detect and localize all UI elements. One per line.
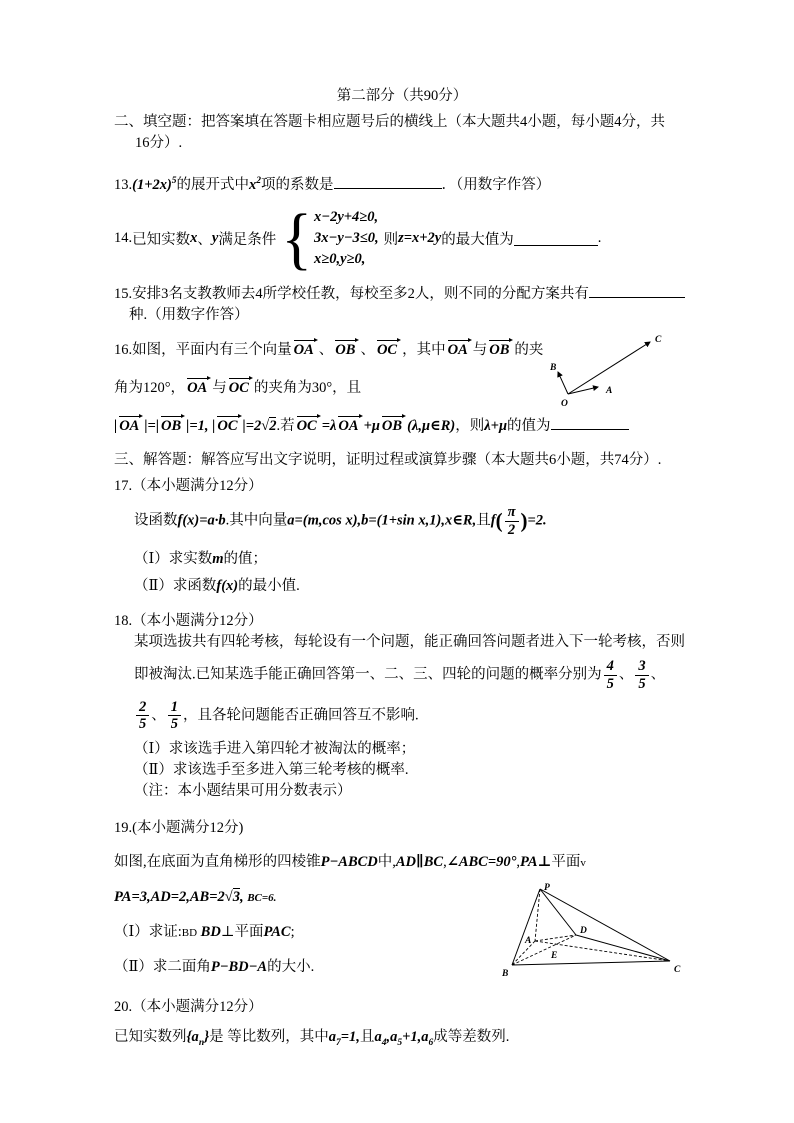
q20-sub-5: 5 bbox=[397, 1037, 403, 1048]
fill-in-section-header bbox=[114, 112, 690, 154]
q16-text-7: 的夹角为30°，且 bbox=[253, 379, 362, 396]
fraction-numerator: 4 bbox=[604, 658, 617, 676]
q19-pac: PAC bbox=[263, 923, 291, 940]
vector-ob: OB bbox=[160, 414, 185, 434]
label-d: D bbox=[580, 925, 587, 936]
q18-sep3: 、 bbox=[151, 707, 166, 724]
label-c: C bbox=[655, 334, 662, 345]
fill-header-line1: 二、填空题：把答案填在答题卡相应题号后的横线上（本大题共4小题，每小题4分，共 bbox=[114, 114, 665, 130]
q18-number: 18.（本小题满分12分） bbox=[114, 613, 263, 630]
q19-number: 19.(本小题满分12分) bbox=[114, 819, 244, 836]
q17-var-m: m bbox=[212, 551, 224, 568]
question-18 bbox=[114, 611, 690, 802]
left-brace: { bbox=[281, 199, 313, 277]
question-13 bbox=[114, 171, 690, 196]
edge-ab bbox=[512, 941, 535, 965]
q20-seq-open: {a bbox=[186, 1028, 199, 1045]
q17-part1 bbox=[114, 549, 690, 570]
q20-seq-close: } bbox=[204, 1028, 210, 1045]
q16-text-6: 与 bbox=[212, 379, 227, 396]
q19-part2-tail: 的大小. bbox=[267, 958, 315, 975]
q20-text-3: 且 bbox=[359, 1028, 375, 1045]
q17-text-3: 且 bbox=[476, 512, 491, 529]
fraction-denominator: 5 bbox=[170, 716, 178, 733]
q14-var-y: y bbox=[211, 230, 219, 247]
q19-pyramid-name: P−ABCD bbox=[320, 853, 378, 870]
vector-oc: OC bbox=[296, 414, 321, 434]
sqrt-3 bbox=[225, 888, 240, 905]
abs-bar: | bbox=[114, 417, 118, 434]
q13-answer-blank bbox=[334, 175, 442, 189]
radical-sign: √ bbox=[224, 888, 233, 905]
vector-diagram bbox=[550, 332, 672, 408]
fraction-numerator: 3 bbox=[635, 658, 648, 676]
q14-var-x: x bbox=[190, 230, 198, 247]
q19-part1-text: （Ⅰ）求证: bbox=[114, 923, 182, 940]
q13-text-2: 项的系数是 bbox=[261, 176, 334, 193]
q16-text-10: 的值为 bbox=[507, 417, 551, 434]
radical-sign: √ bbox=[261, 417, 270, 434]
fraction-denominator: 5 bbox=[139, 716, 147, 733]
q18-line2 bbox=[114, 657, 690, 693]
q16-line1 bbox=[114, 338, 554, 361]
edge-pc bbox=[540, 889, 670, 961]
q17-statement bbox=[114, 503, 690, 539]
q20-text-4: 成等差数列. bbox=[433, 1028, 510, 1045]
q19-semicolon: ; bbox=[290, 923, 295, 940]
q16-eq2: |=1, bbox=[186, 417, 209, 434]
q19-bc-length: BC=6. bbox=[247, 891, 277, 904]
q13-number: 13. bbox=[114, 176, 133, 193]
q19-perp: PA⊥ bbox=[520, 853, 552, 870]
prob-4-5 bbox=[604, 658, 617, 692]
q14-text-4: 的最大值为 bbox=[441, 232, 514, 249]
q16-eq3: |=2 bbox=[242, 417, 262, 434]
q13-term-exponent: 2 bbox=[256, 176, 262, 186]
q20-eq-1: =1, bbox=[340, 1028, 360, 1045]
q14-text-3: 则 bbox=[383, 232, 399, 249]
q17-vectors: a=(m,cos x),b=(1+sin x,1),x∈R, bbox=[287, 512, 477, 529]
q14-number: 14. bbox=[114, 230, 133, 247]
q17-equals-2: =2. bbox=[527, 512, 547, 529]
vector-oc: OC bbox=[228, 376, 253, 396]
abs-bar: | bbox=[212, 417, 216, 434]
vector-oc: OC bbox=[216, 414, 241, 434]
q15-number: 15. bbox=[114, 285, 133, 302]
q20-sub-6: 6 bbox=[428, 1037, 434, 1048]
q16-text-8: 若 bbox=[280, 417, 295, 434]
q20-a6: +1,a bbox=[402, 1028, 429, 1045]
vector-oa-arrow bbox=[568, 387, 598, 394]
q14-separator: 、 bbox=[197, 232, 212, 249]
q19-text-2: 中, bbox=[377, 853, 396, 870]
q17-fx: f(x) bbox=[216, 578, 239, 595]
question-17 bbox=[114, 476, 690, 597]
prob-2-5 bbox=[136, 699, 149, 733]
q18-part2: （Ⅱ）求该选手至多进入第三轮考核的概率. bbox=[134, 761, 409, 778]
q19-stray-v: v bbox=[580, 856, 586, 869]
q18-part1: （Ⅰ）求该选手进入第四轮才被淘汰的概率； bbox=[134, 740, 416, 757]
q16-number: 16. bbox=[114, 341, 133, 358]
q17-part1-text: （Ⅰ）求实数 bbox=[134, 551, 213, 568]
edge-pd bbox=[540, 889, 576, 935]
q13-term: x bbox=[249, 176, 257, 193]
q14-inequality-3: x≥0,y≥0, bbox=[314, 251, 366, 268]
q19-line1 bbox=[114, 852, 690, 874]
q16-mu: +μ bbox=[363, 417, 380, 434]
label-b: B bbox=[550, 362, 557, 373]
vector-ob: OB bbox=[488, 338, 513, 358]
q16-domain: (λ,μ∈R) bbox=[407, 417, 456, 434]
q14-text-2: 满足条件 bbox=[218, 232, 277, 249]
q16-text-3: 与 bbox=[472, 341, 488, 358]
radicand: 3 bbox=[232, 888, 240, 905]
vector-oa: OA bbox=[447, 338, 472, 358]
q14-constraint-system bbox=[281, 199, 379, 277]
open-paren: ( bbox=[495, 508, 503, 533]
vector-oa: OA bbox=[118, 414, 143, 434]
q18-note: （注：本小题结果可用分数表示） bbox=[134, 782, 352, 799]
q17-part2 bbox=[114, 576, 690, 597]
q16-sep1: 、 bbox=[318, 341, 334, 358]
q16-line3 bbox=[114, 414, 690, 437]
q15-line2: 种.（用数字作答） bbox=[129, 306, 249, 323]
close-paren: ) bbox=[520, 508, 528, 533]
q17-part2-text: （Ⅱ）求函数 bbox=[134, 578, 217, 595]
q16-eq1: |=| bbox=[144, 417, 160, 434]
q20-a7: a bbox=[328, 1028, 337, 1045]
q20-number: 20.（本小题满分12分） bbox=[114, 998, 263, 1015]
q18-line3-text: ，且各轮问题能否正确回答互不影响. bbox=[183, 707, 419, 724]
edge-bc bbox=[512, 961, 670, 965]
q20-a5: ,a bbox=[386, 1028, 398, 1045]
q15-text-1: 安排3名支教教师去4所学校任教，每校至多2人，则不同的分配方案共有 bbox=[132, 285, 589, 302]
fraction-numerator: π bbox=[505, 504, 519, 522]
q13-text-1: 的展开式中 bbox=[176, 176, 250, 193]
q20-sub-7: 7 bbox=[336, 1037, 341, 1048]
vector-ob: OB bbox=[381, 414, 406, 434]
q16-lambda: =λ bbox=[321, 417, 337, 434]
fraction-denominator: 2 bbox=[507, 521, 516, 538]
q19-comma3: , bbox=[239, 888, 244, 905]
q19-parallel: AD∥BC bbox=[395, 853, 444, 870]
label-o: O bbox=[561, 398, 568, 408]
q14-text-5: . bbox=[597, 230, 602, 247]
fraction-numerator: 1 bbox=[168, 699, 181, 717]
q18-sep2: 、 bbox=[650, 666, 666, 683]
q19-plane-text: 平面 bbox=[551, 853, 581, 870]
part-title: 第二部分（共90分） bbox=[336, 88, 468, 104]
q16-answer-blank bbox=[551, 416, 629, 430]
q18-sep1: 、 bbox=[618, 666, 634, 683]
q17-f: f bbox=[490, 512, 496, 529]
q16-text-2: ，其中 bbox=[402, 341, 446, 358]
q19-perp-plane: ⊥平面 bbox=[220, 923, 264, 940]
label-b: B bbox=[502, 968, 509, 979]
q16-text-5: 角为120°， bbox=[114, 379, 186, 396]
fraction-denominator: 5 bbox=[606, 675, 614, 692]
question-15 bbox=[114, 284, 690, 326]
q16-period: . bbox=[276, 417, 281, 434]
q17-number: 17.（本小题满分12分） bbox=[114, 477, 263, 494]
q17-text-2: .其中向量 bbox=[225, 512, 288, 529]
q17-text-1: 设函数 bbox=[134, 512, 178, 529]
label-e: E bbox=[551, 950, 558, 961]
vector-oa: OA bbox=[293, 338, 318, 358]
q15-line1 bbox=[114, 284, 690, 305]
q18-line1: 某项选拔共有四轮考核，每轮设有一个问题，能正确回答问题者进入下一轮考核，否则 bbox=[134, 634, 685, 651]
q14-objective: z=x+2y bbox=[398, 230, 442, 247]
q20-text-2: 是 等比数列，其中 bbox=[209, 1028, 329, 1045]
prob-1-5 bbox=[168, 699, 181, 733]
q16-text-1: 如图，平面内有三个向量 bbox=[132, 341, 292, 358]
q15-answer-blank bbox=[589, 284, 685, 298]
q18-line3 bbox=[114, 698, 690, 734]
label-a: A bbox=[525, 935, 532, 946]
fill-header-line2: 16分）. bbox=[135, 135, 183, 151]
q14-inequality-1: x−2y+4≥0, bbox=[314, 209, 379, 226]
vector-oa: OA bbox=[186, 376, 211, 396]
fraction-denominator: 5 bbox=[638, 675, 646, 692]
q20-text-1: 已知实数列 bbox=[114, 1028, 187, 1045]
label-c: C bbox=[674, 964, 681, 975]
q14-answer-blank bbox=[514, 232, 598, 246]
q19-bd: BD bbox=[200, 923, 221, 940]
fraction-numerator: 2 bbox=[136, 699, 149, 717]
q17-part1-tail: 的值； bbox=[223, 551, 268, 568]
q16-text-9: ，则 bbox=[455, 417, 485, 434]
pi-over-2-fraction bbox=[505, 504, 519, 538]
q20-sub-4: 4 bbox=[381, 1037, 387, 1048]
q20-a4: a bbox=[374, 1028, 382, 1045]
question-20 bbox=[114, 997, 690, 1054]
vector-ob-arrow bbox=[558, 372, 568, 394]
q14-text-1: 已知实数 bbox=[132, 232, 191, 249]
q16-text-4: 的夹 bbox=[514, 341, 544, 358]
q19-comma2: , bbox=[516, 853, 521, 870]
q13-exponent: 5 bbox=[171, 176, 177, 186]
vector-oc: OC bbox=[376, 338, 401, 358]
q13-binomial: (1+2x) bbox=[132, 176, 172, 193]
q20-statement bbox=[114, 1027, 690, 1054]
q18-line2-text: 即被淘汰.已知某选手能正确回答第一、二、三、四轮的问题的概率分别为 bbox=[134, 666, 602, 683]
vector-oa: OA bbox=[337, 414, 362, 434]
q16-sum: λ+μ bbox=[484, 417, 508, 434]
edge-dc bbox=[576, 935, 670, 961]
vector-ob: OB bbox=[334, 338, 359, 358]
question-16 bbox=[114, 334, 690, 437]
q16-line2 bbox=[114, 376, 554, 399]
label-a: A bbox=[606, 385, 613, 396]
question-14 bbox=[114, 199, 690, 277]
prob-3-5 bbox=[635, 658, 648, 692]
q19-bd-small: BD bbox=[181, 926, 198, 939]
q17-part2-tail: 的最小值. bbox=[238, 578, 300, 595]
q19-lengths: PA=3,AD=2,AB=2 bbox=[114, 888, 225, 905]
q14-inequality-2: 3x−y−3≤0, bbox=[314, 230, 379, 247]
q19-dihedral: P−BD−A bbox=[210, 958, 268, 975]
label-p: P bbox=[544, 882, 550, 893]
q19-comma1: , bbox=[443, 853, 447, 870]
q19-text-1: 如图,在底面为直角梯形的四棱锥 bbox=[114, 853, 321, 870]
edge-ad bbox=[535, 935, 576, 941]
solve-section-header: 三、解答题：解答应写出文字说明，证明过程或演算步骤（本大题共6小题，共74分）. bbox=[114, 451, 662, 468]
q17-function: f(x)=a·b bbox=[177, 512, 226, 529]
q16-sep2: 、 bbox=[360, 341, 375, 358]
q13-text-3: ．（用数字作答） bbox=[441, 176, 551, 193]
pyramid-diagram bbox=[502, 881, 684, 981]
radicand: 2 bbox=[269, 417, 277, 434]
question-19 bbox=[114, 818, 690, 991]
q19-angle: ∠ABC=90° bbox=[446, 853, 517, 870]
sqrt-2 bbox=[261, 417, 276, 434]
q19-part2-text: （Ⅱ）求二面角 bbox=[114, 958, 211, 975]
q20-sub-n: n bbox=[198, 1037, 205, 1048]
